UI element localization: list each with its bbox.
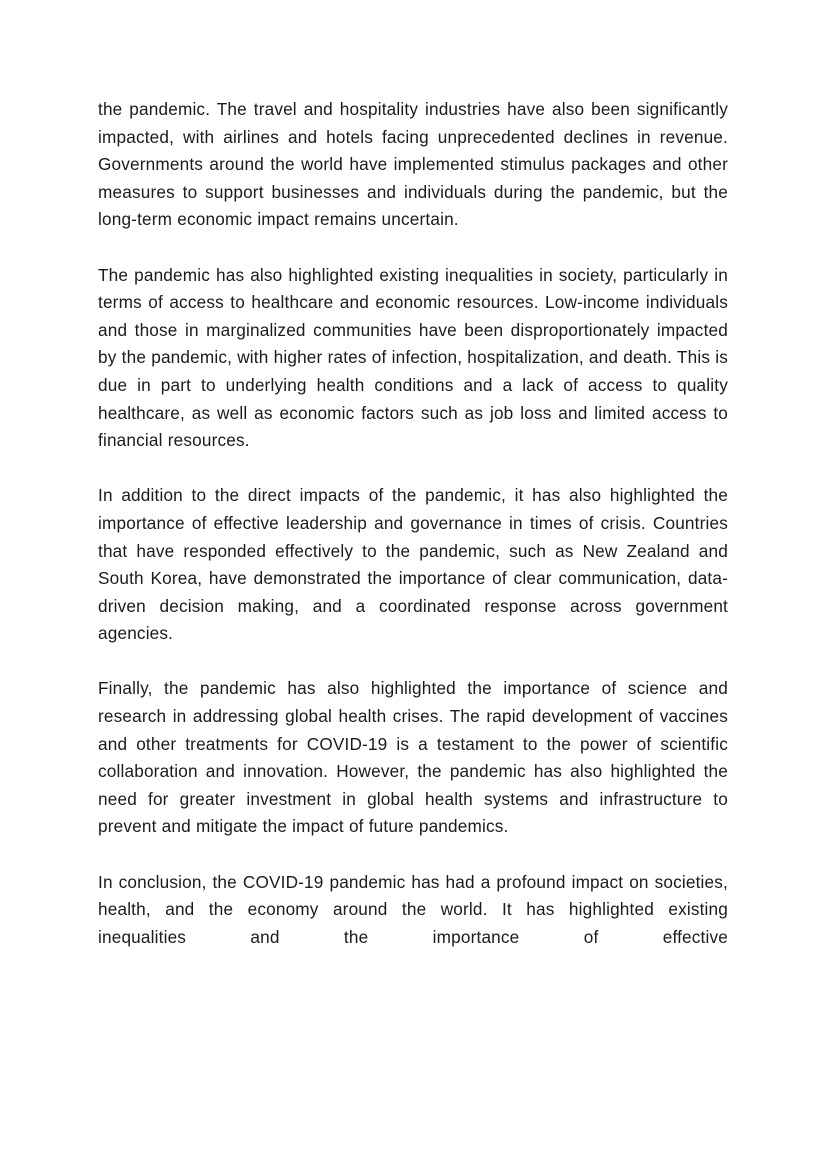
body-paragraph-science-research: Finally, the pandemic has also highlighted the importance of science and research in addressing global health crises. The rapid development of vaccines and other treatments for COVID-19 is a testament to the power of scientific collaboration and innovation. However, the pandemic has also highlighted the need for greater investment in global health systems and infrastructure to prevent and mitigate the impact of future pandemics. xyxy=(98,678,728,837)
body-paragraph-economic-impact: the pandemic. The travel and hospitality industries have also been significantly impacted, with airlines and hotels facing unprecedented declines in revenue. Governments around the world have implemented stimulus packages and other measures to support businesses and individuals during the pandemic, but the long-term economic impact remains uncertain. xyxy=(98,99,728,230)
body-paragraph-conclusion: In conclusion, the COVID-19 pandemic has had a profound impact on societies, health, and the economy around the world. It has highlighted existing inequalities and the importance of effective xyxy=(98,871,728,947)
body-paragraph-inequalities: The pandemic has also highlighted existing inequalities in society, particularly in terms of access to healthcare and economic resources. Low-income individuals and those in marginalized communities have been disproportionately impacted by the pandemic, with higher rates of infection, hospitalization, and death. This is due in part to underlying health conditions and a lack of access to quality healthcare, as well as economic factors such as job loss and limited access to financial resources. xyxy=(98,264,728,451)
body-text-column xyxy=(98,96,728,951)
body-paragraph-leadership: In addition to the direct impacts of the pandemic, it has also highlighted the importance of effective leadership and governance in times of crisis. Countries that have responded effectively to the pandemic, such as New Zealand and South Korea, have demonstrated the importance of clear communication, data-driven decision making, and a coordinated response across government agencies. xyxy=(98,485,728,644)
